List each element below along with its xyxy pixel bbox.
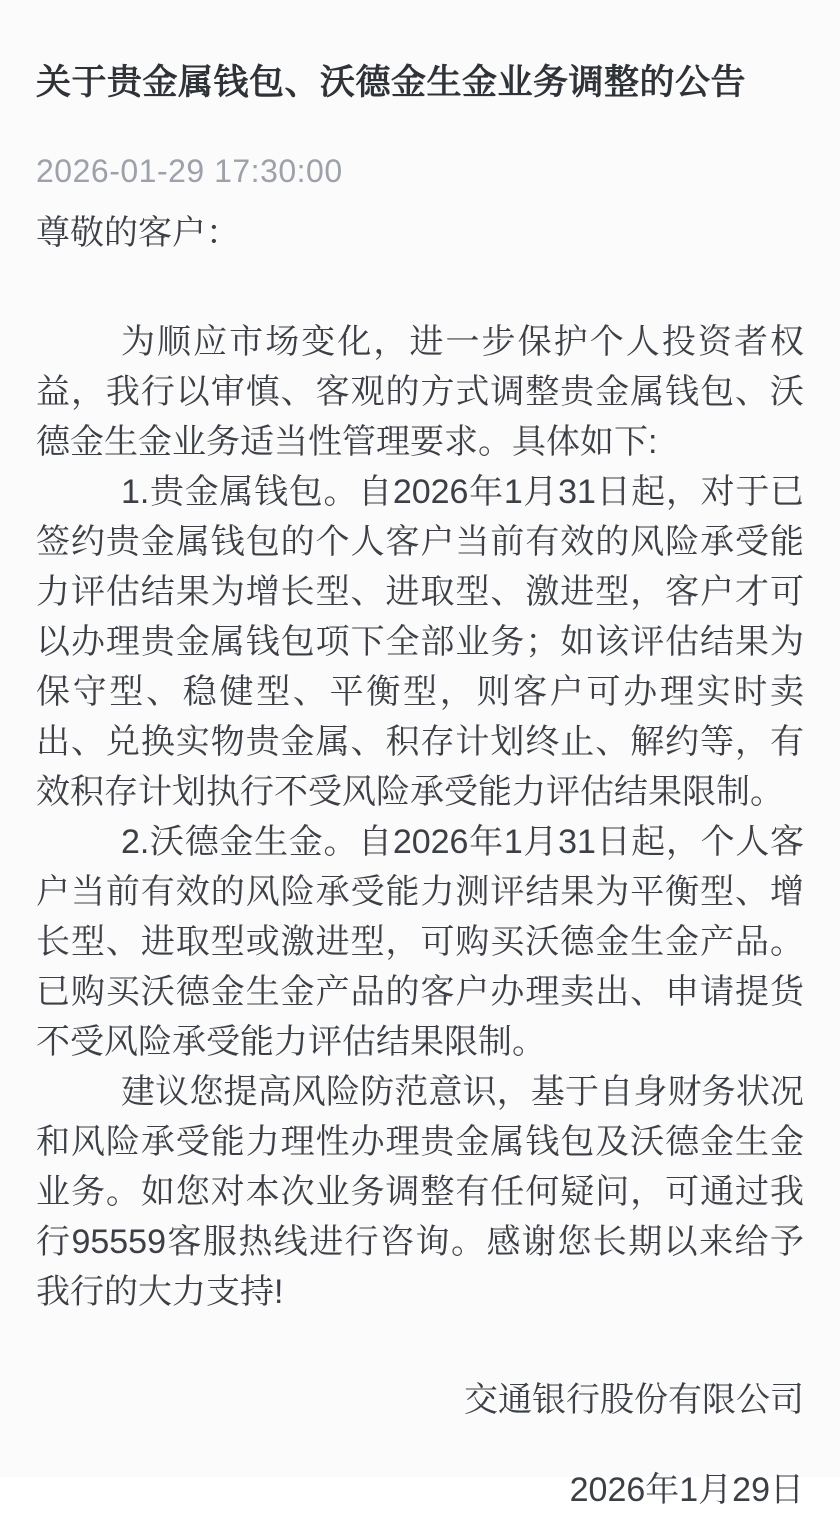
paragraph-precious-metal-wallet: 1.贵金属钱包。自2026年1月31日起，对于已签约贵金属钱包的个人客户当前有效的风险承受能力评估结果为增长型、进取型、激进型，客户才可以办理贵金属钱包项下全部业务；如该评估结果为保守型、稳健型、平衡型，则客户可办理实时卖出、兑换实物贵金属、积存计划终止、解约等，有效积存计划执行不受风险承受能力评估结果限制。 (36, 473, 804, 812)
paragraph-advice: 建议您提高风险防范意识，基于自身财务状况和风险承受能力理性办理贵金属钱包及沃德金生金业务。如您对本次业务调整有任何疑问，可通过我行95559客服热线进行咨询。感谢您长期以来给予我行的大力支持! (36, 1073, 804, 1312)
salutation: 尊敬的客户： (36, 214, 240, 253)
signature-date: 2026年1月29日 (569, 1471, 804, 1510)
announcement-title: 关于贵金属钱包、沃德金生金业务调整的公告 (36, 63, 747, 103)
signature-company: 交通银行股份有限公司 (464, 1381, 804, 1420)
publish-datetime: 2026-01-29 17:30:00 (36, 153, 343, 190)
announcement-body (36, 317, 804, 1317)
paragraph-wode-gold: 2.沃德金生金。自2026年1月31日起，个人客户当前有效的风险承受能力测评结果为平衡型、增长型、进取型或激进型，可购买沃德金生金产品。已购买沃德金生金产品的客户办理卖出、申请提货不受风险承受能力评估结果限制。 (36, 823, 804, 1062)
paragraph-intro: 为顺应市场变化，进一步保护个人投资者权益，我行以审慎、客观的方式调整贵金属钱包、沃德金生金业务适当性管理要求。具体如下: (36, 323, 804, 462)
